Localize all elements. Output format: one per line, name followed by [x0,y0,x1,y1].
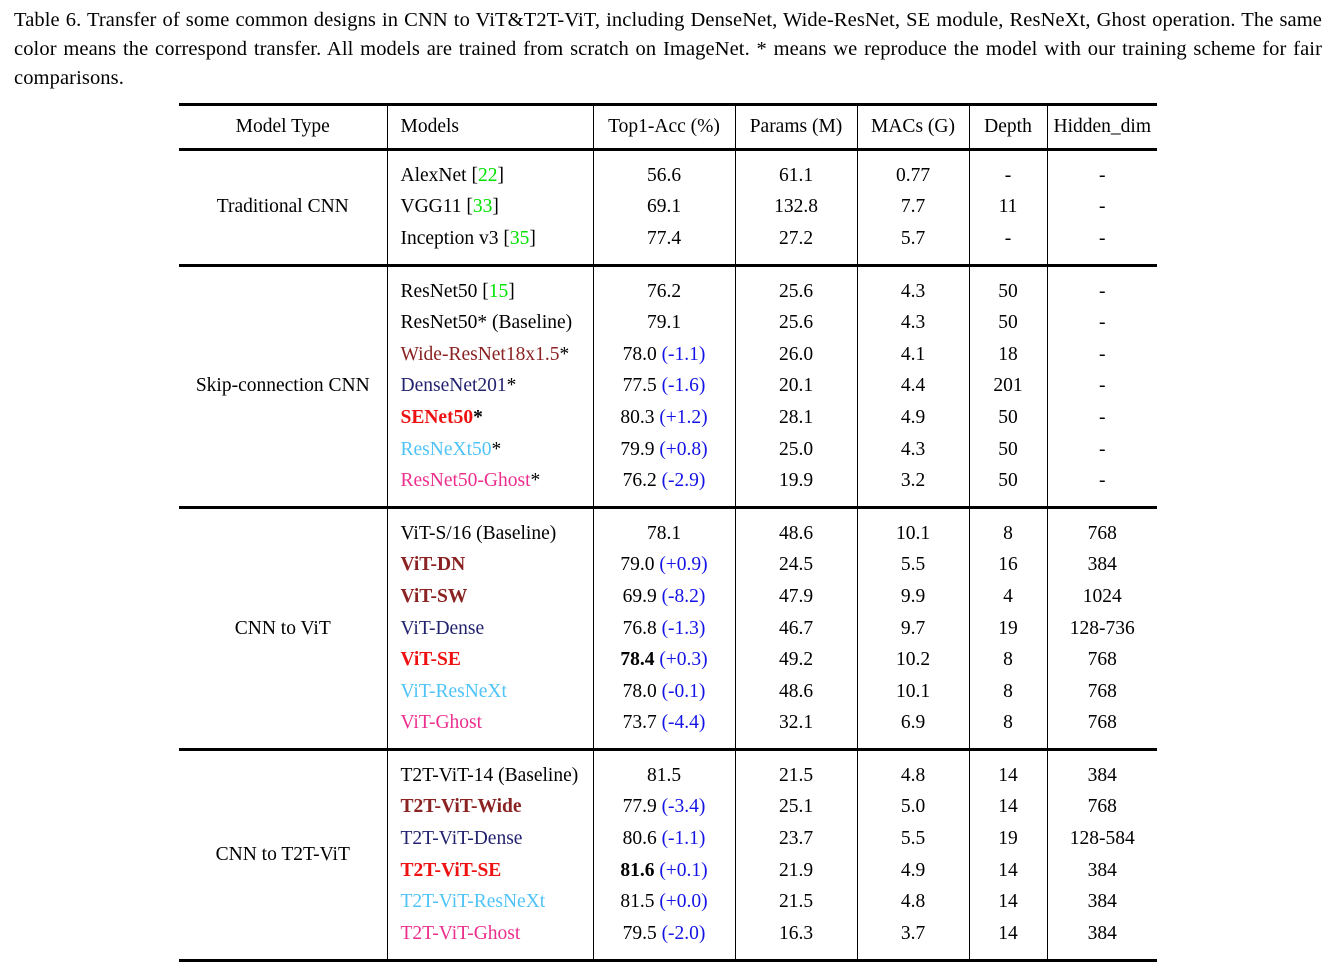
row-spacer [179,950,1157,961]
header-depth: Depth [969,106,1047,150]
params-cell: 24.5 [735,550,857,582]
model-type-cell: CNN to ViT [234,617,331,639]
model-name-cell: DenseNet201* [387,371,593,403]
table-rule [179,960,1157,962]
depth-cell: 18 [969,339,1047,371]
top1-acc-cell: 80.6 (-1.1) [593,823,735,855]
table-body [179,105,1157,962]
macs-cell: 4.3 [857,434,969,466]
table-row [179,276,1157,308]
macs-cell: 4.1 [857,339,969,371]
hidden-dim-cell: - [1047,339,1157,371]
table-header-row [179,106,1157,150]
depth-cell: 8 [969,644,1047,676]
hidden-dim-cell: 768 [1047,644,1157,676]
hidden-dim-cell: 128-584 [1047,823,1157,855]
macs-cell: 3.7 [857,918,969,950]
model-name-cell: T2T-ViT-Wide [387,792,593,824]
hidden-dim-cell: - [1047,192,1157,224]
model-name-cell: ResNet50* (Baseline) [387,307,593,339]
top1-acc-cell: 77.9 (-3.4) [593,792,735,824]
params-cell: 21.5 [735,760,857,792]
top1-acc-cell: 78.4 (+0.3) [593,644,735,676]
depth-cell: - [969,223,1047,255]
top1-acc-cell: 79.0 (+0.9) [593,550,735,582]
depth-cell: 19 [969,613,1047,645]
macs-cell: 3.2 [857,465,969,497]
params-cell: 26.0 [735,339,857,371]
params-cell: 46.7 [735,613,857,645]
hidden-dim-cell: 768 [1047,708,1157,740]
macs-cell: 10.2 [857,644,969,676]
hidden-dim-cell: - [1047,307,1157,339]
depth-cell: 4 [969,581,1047,613]
row-spacer [179,739,1157,750]
hidden-dim-cell: - [1047,465,1157,497]
depth-cell: 8 [969,708,1047,740]
model-name-cell: ViT-Ghost [387,708,593,740]
params-cell: 25.6 [735,276,857,308]
macs-cell: 4.4 [857,371,969,403]
hidden-dim-cell: - [1047,223,1157,255]
params-cell: 23.7 [735,823,857,855]
hidden-dim-cell: 768 [1047,518,1157,550]
params-cell: 32.1 [735,708,857,740]
macs-cell: 9.9 [857,581,969,613]
params-cell: 25.0 [735,434,857,466]
top1-acc-cell: 80.3 (+1.2) [593,402,735,434]
macs-cell: 5.0 [857,792,969,824]
hidden-dim-cell: - [1047,371,1157,403]
macs-cell: 5.5 [857,550,969,582]
macs-cell: 9.7 [857,613,969,645]
params-cell: 19.9 [735,465,857,497]
hidden-dim-cell: 384 [1047,918,1157,950]
macs-cell: 4.9 [857,855,969,887]
macs-cell: 4.3 [857,276,969,308]
header-params: Params (M) [735,106,857,150]
row-spacer [179,509,1157,518]
depth-cell: - [969,160,1047,192]
top1-acc-cell: 69.9 (-8.2) [593,581,735,613]
depth-cell: 50 [969,276,1047,308]
params-cell: 27.2 [735,223,857,255]
hidden-dim-cell: - [1047,434,1157,466]
params-cell: 132.8 [735,192,857,224]
model-type-cell: Skip-connection CNN [195,375,370,397]
model-type-cell: CNN to T2T-ViT [215,843,350,865]
depth-cell: 50 [969,402,1047,434]
top1-acc-cell: 76.8 (-1.3) [593,613,735,645]
row-spacer [179,255,1157,266]
depth-cell: 16 [969,550,1047,582]
model-name-cell: T2T-ViT-14 (Baseline) [387,760,593,792]
depth-cell: 50 [969,465,1047,497]
macs-cell: 10.1 [857,518,969,550]
depth-cell: 19 [969,823,1047,855]
model-name-cell: ResNet50 [15] [387,276,593,308]
row-spacer [179,267,1157,276]
table-container [179,103,1157,962]
hidden-dim-cell: 384 [1047,886,1157,918]
macs-cell: 4.8 [857,760,969,792]
params-cell: 47.9 [735,581,857,613]
model-name-cell: Wide-ResNet18x1.5* [387,339,593,371]
header-macs: MACs (G) [857,106,969,150]
macs-cell: 10.1 [857,676,969,708]
hidden-dim-cell: - [1047,160,1157,192]
hidden-dim-cell: 1024 [1047,581,1157,613]
macs-cell: 5.7 [857,223,969,255]
depth-cell: 14 [969,918,1047,950]
macs-cell: 4.3 [857,307,969,339]
table-caption: Table 6. Transfer of some common designs in CNN to ViT&T2T-ViT, including DenseNet, Wide-ResNet, SE module, ResNeXt, Ghost operation. The same color means the correspond transfer. All models are trained from scratch on ImageNet. * means we reproduce the model with our training scheme for fair comparisons. [14,9,1322,89]
params-cell: 21.5 [735,886,857,918]
model-name-cell: Inception v3 [35] [387,223,593,255]
model-name-cell: T2T-ViT-Ghost [387,918,593,950]
depth-cell: 11 [969,192,1047,224]
params-cell: 16.3 [735,918,857,950]
depth-cell: 14 [969,886,1047,918]
params-cell: 28.1 [735,402,857,434]
params-cell: 48.6 [735,676,857,708]
top1-acc-cell: 76.2 (-2.9) [593,465,735,497]
model-name-cell: ViT-SW [387,581,593,613]
macs-cell: 7.7 [857,192,969,224]
row-spacer [179,751,1157,760]
model-name-cell: ViT-S/16 (Baseline) [387,518,593,550]
top1-acc-cell: 79.5 (-2.0) [593,918,735,950]
macs-cell: 6.9 [857,708,969,740]
hidden-dim-cell: 384 [1047,855,1157,887]
depth-cell: 14 [969,855,1047,887]
top1-acc-cell: 73.7 (-4.4) [593,708,735,740]
macs-cell: 4.9 [857,402,969,434]
depth-cell: 14 [969,760,1047,792]
depth-cell: 8 [969,518,1047,550]
hidden-dim-cell: 384 [1047,550,1157,582]
model-name-cell: ViT-ResNeXt [387,676,593,708]
params-cell: 20.1 [735,371,857,403]
hidden-dim-cell: 384 [1047,760,1157,792]
model-name-cell: SENet50* [387,402,593,434]
depth-cell: 50 [969,307,1047,339]
macs-cell: 0.77 [857,160,969,192]
depth-cell: 14 [969,792,1047,824]
hidden-dim-cell: - [1047,402,1157,434]
header-hidden-dim: Hidden_dim [1047,106,1157,150]
hidden-dim-cell: 768 [1047,792,1157,824]
top1-acc-cell: 78.1 [593,518,735,550]
model-name-cell: ViT-DN [387,550,593,582]
top1-acc-cell: 79.9 (+0.8) [593,434,735,466]
top1-acc-cell: 77.5 (-1.6) [593,371,735,403]
header-model-type: Model Type [235,116,330,137]
row-spacer [179,497,1157,508]
top1-acc-cell: 81.5 (+0.0) [593,886,735,918]
depth-cell: 50 [969,434,1047,466]
params-cell: 48.6 [735,518,857,550]
model-name-cell: T2T-ViT-Dense [387,823,593,855]
model-name-cell: AlexNet [22] [387,160,593,192]
header-models: Models [387,106,593,150]
table-row [179,160,1157,192]
top1-acc-cell: 81.5 [593,760,735,792]
top1-acc-cell: 76.2 [593,276,735,308]
macs-cell: 4.8 [857,886,969,918]
hidden-dim-cell: 768 [1047,676,1157,708]
top1-acc-cell: 78.0 (-1.1) [593,339,735,371]
hidden-dim-cell: 128-736 [1047,613,1157,645]
top1-acc-cell: 78.0 (-0.1) [593,676,735,708]
top1-acc-cell: 81.6 (+0.1) [593,855,735,887]
top1-acc-cell: 56.6 [593,160,735,192]
params-cell: 25.6 [735,307,857,339]
depth-cell: 201 [969,371,1047,403]
header-top1: Top1-Acc (%) [593,106,735,150]
params-cell: 49.2 [735,644,857,676]
params-cell: 25.1 [735,792,857,824]
params-cell: 61.1 [735,160,857,192]
top1-acc-cell: 77.4 [593,223,735,255]
top1-acc-cell: 69.1 [593,192,735,224]
model-name-cell: VGG11 [33] [387,192,593,224]
model-name-cell: T2T-ViT-SE [387,855,593,887]
macs-cell: 5.5 [857,823,969,855]
row-spacer [179,151,1157,160]
table-row [179,518,1157,550]
table-row [179,760,1157,792]
depth-cell: 8 [969,676,1047,708]
top1-acc-cell: 79.1 [593,307,735,339]
results-table [179,103,1157,962]
hidden-dim-cell: - [1047,276,1157,308]
model-name-cell: ViT-Dense [387,613,593,645]
model-name-cell: ViT-SE [387,644,593,676]
model-name-cell: T2T-ViT-ResNeXt [387,886,593,918]
model-type-cell: Traditional CNN [216,196,349,218]
model-name-cell: ResNet50-Ghost* [387,465,593,497]
params-cell: 21.9 [735,855,857,887]
model-name-cell: ResNeXt50* [387,434,593,466]
